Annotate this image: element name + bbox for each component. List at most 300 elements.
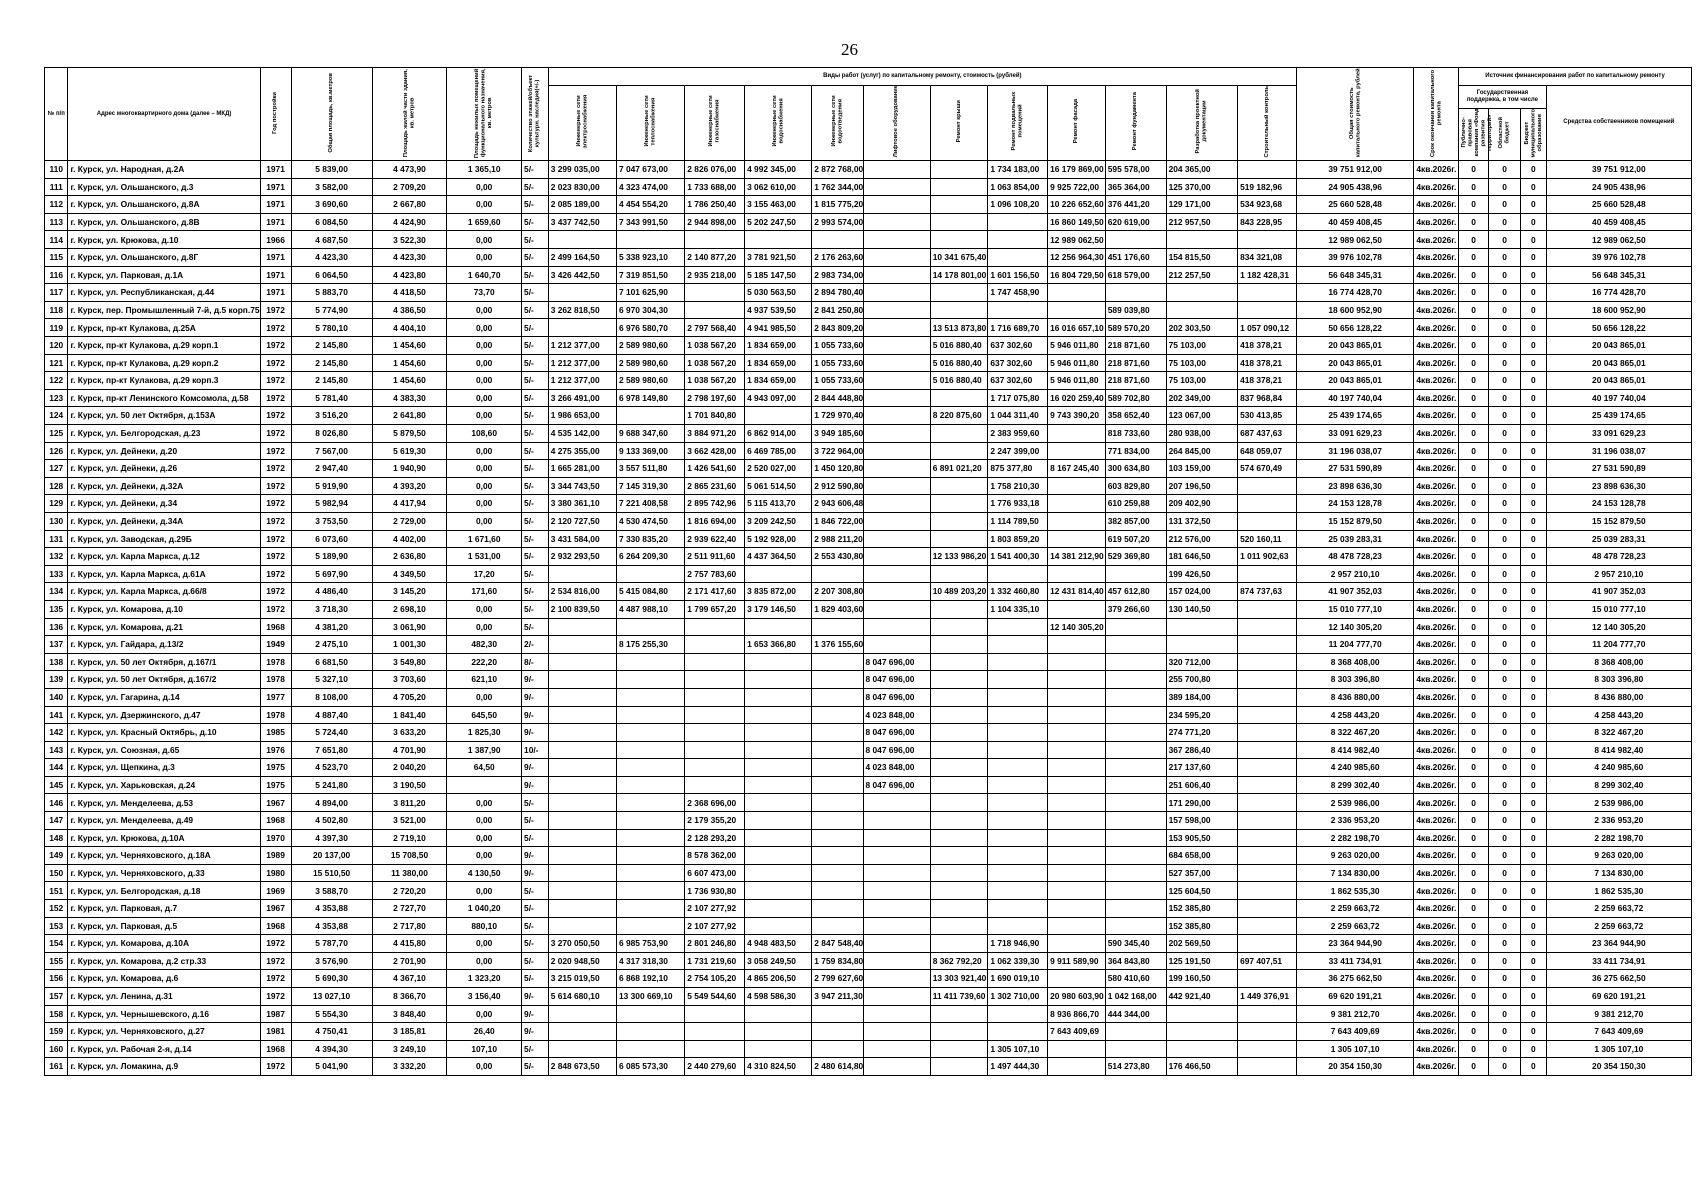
row-total-area: 5 241,80 bbox=[291, 776, 372, 794]
row-living-area: 4 386,50 bbox=[372, 301, 447, 319]
row-work-cost: 212 576,00 bbox=[1166, 530, 1238, 548]
row-work-cost: 157 598,00 bbox=[1166, 812, 1238, 830]
row-work-cost: 2 100 839,50 bbox=[548, 600, 616, 618]
row-work-cost bbox=[812, 776, 863, 794]
row-work-cost: 2 939 622,40 bbox=[685, 530, 745, 548]
row-work-cost bbox=[685, 231, 745, 249]
row-work-cost bbox=[1166, 231, 1238, 249]
row-total-area: 5 041,90 bbox=[291, 1058, 372, 1076]
row-work-cost bbox=[1048, 970, 1106, 988]
row-total-area: 5 690,30 bbox=[291, 970, 372, 988]
table-row bbox=[45, 671, 1692, 689]
table-row bbox=[45, 636, 1692, 654]
row-year: 1972 bbox=[260, 425, 291, 443]
row-total-area: 5 781,40 bbox=[291, 389, 372, 407]
row-nonliving-area: 1 323,20 bbox=[447, 970, 522, 988]
row-living-area: 4 423,30 bbox=[372, 249, 447, 267]
row-living-area: 4 418,50 bbox=[372, 284, 447, 302]
row-fund: 0 bbox=[1459, 952, 1489, 970]
row-year: 1978 bbox=[260, 706, 291, 724]
row-work-cost bbox=[548, 1040, 616, 1058]
row-address: г. Курск, ул. Комарова, д.21 bbox=[68, 618, 260, 636]
row-work-cost bbox=[812, 829, 863, 847]
row-municipal: 0 bbox=[1521, 970, 1547, 988]
row-total-cost: 27 531 590,89 bbox=[1296, 460, 1413, 478]
row-work-cost: 4 454 554,20 bbox=[617, 196, 685, 214]
row-work-cost bbox=[1238, 829, 1297, 847]
row-total-area: 4 381,20 bbox=[291, 618, 372, 636]
row-year: 1972 bbox=[260, 583, 291, 601]
row-total-area: 5 724,40 bbox=[291, 724, 372, 742]
row-work-cost: 152 385,80 bbox=[1166, 900, 1238, 918]
row-term: 4кв.2026г. bbox=[1414, 1005, 1459, 1023]
row-work-cost bbox=[745, 741, 812, 759]
row-total-area: 4 750,41 bbox=[291, 1023, 372, 1041]
row-year: 1968 bbox=[260, 618, 291, 636]
row-total-cost: 25 439 174,65 bbox=[1296, 407, 1413, 425]
row-work-cost: 697 407,51 bbox=[1238, 952, 1297, 970]
row-work-cost bbox=[930, 1005, 988, 1023]
row-work-cost bbox=[930, 688, 988, 706]
row-work-cost: 5 946 011,80 bbox=[1048, 337, 1106, 355]
table-row bbox=[45, 653, 1692, 671]
row-regional: 0 bbox=[1489, 495, 1521, 513]
row-work-cost bbox=[812, 565, 863, 583]
row-work-cost bbox=[617, 882, 685, 900]
row-work-cost: 514 273,80 bbox=[1105, 1058, 1166, 1076]
row-work-cost bbox=[548, 284, 616, 302]
row-owners: 39 976 102,78 bbox=[1546, 249, 1691, 267]
row-work-cost: 580 410,60 bbox=[1105, 970, 1166, 988]
row-owners: 31 196 038,07 bbox=[1546, 442, 1691, 460]
col-floors: Количество этажей/объект культурн. наследия(+/-) bbox=[522, 68, 549, 161]
row-work-cost bbox=[617, 829, 685, 847]
table-row bbox=[45, 495, 1692, 513]
row-work-cost bbox=[617, 794, 685, 812]
row-number: 140 bbox=[45, 688, 68, 706]
row-work-cost bbox=[812, 794, 863, 812]
row-fund: 0 bbox=[1459, 477, 1489, 495]
row-work-cost: 8 047 696,00 bbox=[863, 776, 930, 794]
row-owners: 20 354 150,30 bbox=[1546, 1058, 1691, 1076]
row-work-cost bbox=[1238, 1005, 1297, 1023]
row-fund: 0 bbox=[1459, 213, 1489, 231]
row-municipal: 0 bbox=[1521, 425, 1547, 443]
row-regional: 0 bbox=[1489, 548, 1521, 566]
row-municipal: 0 bbox=[1521, 900, 1547, 918]
row-work-cost bbox=[617, 847, 685, 865]
row-work-cost: 2 085 189,00 bbox=[548, 196, 616, 214]
row-address: г. Курск, ул. Дейнеки, д.26 bbox=[68, 460, 260, 478]
row-term: 4кв.2026г. bbox=[1414, 706, 1459, 724]
row-term: 4кв.2026г. bbox=[1414, 407, 1459, 425]
row-work-cost bbox=[988, 636, 1048, 654]
row-work-cost: 648 059,07 bbox=[1238, 442, 1297, 460]
row-living-area: 4 367,10 bbox=[372, 970, 447, 988]
row-work-cost bbox=[863, 565, 930, 583]
row-work-cost: 610 259,88 bbox=[1105, 495, 1166, 513]
row-work-cost: 818 733,60 bbox=[1105, 425, 1166, 443]
row-work-cost bbox=[863, 548, 930, 566]
row-work-cost: 4 487 988,10 bbox=[617, 600, 685, 618]
row-term: 4кв.2026г. bbox=[1414, 829, 1459, 847]
row-work-cost: 1 497 444,30 bbox=[988, 1058, 1048, 1076]
row-work-cost bbox=[863, 812, 930, 830]
row-work-cost: 1 055 733,60 bbox=[812, 337, 863, 355]
row-fund: 0 bbox=[1459, 442, 1489, 460]
table-row bbox=[45, 548, 1692, 566]
row-work-cost bbox=[1238, 1040, 1297, 1058]
row-address: г. Курск, пр-кт Кулакова, д.25А bbox=[68, 319, 260, 337]
row-work-cost bbox=[745, 231, 812, 249]
row-work-cost: 4 943 097,00 bbox=[745, 389, 812, 407]
row-work-cost: 520 160,11 bbox=[1238, 530, 1297, 548]
row-work-cost: 529 369,80 bbox=[1105, 548, 1166, 566]
row-work-cost bbox=[863, 178, 930, 196]
row-fund: 0 bbox=[1459, 864, 1489, 882]
row-work-cost: 3 344 743,50 bbox=[548, 477, 616, 495]
row-work-cost: 204 365,00 bbox=[1166, 161, 1238, 179]
row-owners: 20 043 865,01 bbox=[1546, 372, 1691, 390]
table-row bbox=[45, 688, 1692, 706]
row-work-cost: 5 016 880,40 bbox=[930, 337, 988, 355]
row-work-cost: 1 716 689,70 bbox=[988, 319, 1048, 337]
row-owners: 8 299 302,40 bbox=[1546, 776, 1691, 794]
row-work-cost bbox=[1048, 653, 1106, 671]
row-work-cost: 4 023 848,00 bbox=[863, 706, 930, 724]
row-work-cost: 1 044 311,40 bbox=[988, 407, 1048, 425]
row-number: 125 bbox=[45, 425, 68, 443]
row-work-cost bbox=[812, 847, 863, 865]
row-work-cost bbox=[548, 1023, 616, 1041]
row-number: 160 bbox=[45, 1040, 68, 1058]
table-row bbox=[45, 530, 1692, 548]
row-work-cost: 152 385,80 bbox=[1166, 917, 1238, 935]
row-fund: 0 bbox=[1459, 161, 1489, 179]
row-address: г. Курск, ул. Красный Октябрь, д.10 bbox=[68, 724, 260, 742]
row-number: 131 bbox=[45, 530, 68, 548]
row-work-cost: 212 257,50 bbox=[1166, 266, 1238, 284]
row-work-cost bbox=[1166, 301, 1238, 319]
row-work-cost: 1 302 710,00 bbox=[988, 988, 1048, 1006]
row-address: г. Курск, ул. Ольшанского, д.8В bbox=[68, 213, 260, 231]
row-nonliving-area: 0,00 bbox=[447, 301, 522, 319]
row-regional: 0 bbox=[1489, 864, 1521, 882]
row-work-cost: 1 055 733,60 bbox=[812, 354, 863, 372]
row-living-area: 3 521,00 bbox=[372, 812, 447, 830]
row-work-cost: 5 614 680,10 bbox=[548, 988, 616, 1006]
table-row bbox=[45, 477, 1692, 495]
row-floors: 9/- bbox=[522, 724, 549, 742]
row-regional: 0 bbox=[1489, 741, 1521, 759]
row-work-cost bbox=[988, 847, 1048, 865]
row-work-cost bbox=[988, 724, 1048, 742]
row-work-cost: 1 114 789,50 bbox=[988, 512, 1048, 530]
row-total-area: 6 073,60 bbox=[291, 530, 372, 548]
row-address: г. Курск, ул. Харьковская, д.24 bbox=[68, 776, 260, 794]
row-total-area: 4 687,50 bbox=[291, 231, 372, 249]
row-total-area: 5 697,90 bbox=[291, 565, 372, 583]
col-total-area: Общая площадь, кв.метров bbox=[291, 68, 372, 161]
row-total-cost: 48 478 728,23 bbox=[1296, 548, 1413, 566]
row-work-cost bbox=[1238, 284, 1297, 302]
row-total-area: 4 353,88 bbox=[291, 900, 372, 918]
row-floors: 5/- bbox=[522, 301, 549, 319]
row-work-cost bbox=[812, 706, 863, 724]
row-municipal: 0 bbox=[1521, 319, 1547, 337]
row-term: 4кв.2026г. bbox=[1414, 671, 1459, 689]
row-work-cost: 2 120 727,50 bbox=[548, 512, 616, 530]
row-work-cost bbox=[863, 882, 930, 900]
row-work-cost: 1 182 428,31 bbox=[1238, 266, 1297, 284]
row-work-cost bbox=[1048, 1058, 1106, 1076]
row-address: г. Курск, ул. Щепкина, д.3 bbox=[68, 759, 260, 777]
row-living-area: 3 249,10 bbox=[372, 1040, 447, 1058]
row-address: г. Курск, ул. 50 лет Октября, д.167/2 bbox=[68, 671, 260, 689]
row-nonliving-area bbox=[447, 776, 522, 794]
table-row bbox=[45, 724, 1692, 742]
row-owners: 2 259 663,72 bbox=[1546, 900, 1691, 918]
row-nonliving-area: 0,00 bbox=[447, 460, 522, 478]
row-living-area: 2 641,80 bbox=[372, 407, 447, 425]
row-floors: 5/- bbox=[522, 337, 549, 355]
row-work-cost bbox=[812, 653, 863, 671]
row-address: г. Курск, ул. Союзная, д.65 bbox=[68, 741, 260, 759]
row-year: 1971 bbox=[260, 161, 291, 179]
row-term: 4кв.2026г. bbox=[1414, 618, 1459, 636]
row-fund: 0 bbox=[1459, 407, 1489, 425]
row-municipal: 0 bbox=[1521, 354, 1547, 372]
row-owners: 7 643 409,69 bbox=[1546, 1023, 1691, 1041]
row-regional: 0 bbox=[1489, 565, 1521, 583]
row-work-cost: 2 757 783,60 bbox=[685, 565, 745, 583]
row-work-cost bbox=[863, 970, 930, 988]
row-work-cost bbox=[863, 1023, 930, 1041]
row-work-cost: 418 378,21 bbox=[1238, 372, 1297, 390]
row-owners: 20 043 865,01 bbox=[1546, 354, 1691, 372]
row-floors: 5/- bbox=[522, 618, 549, 636]
row-year: 1969 bbox=[260, 882, 291, 900]
row-work-cost bbox=[1048, 442, 1106, 460]
row-year: 1972 bbox=[260, 460, 291, 478]
row-year: 1972 bbox=[260, 442, 291, 460]
row-total-area: 20 137,00 bbox=[291, 847, 372, 865]
row-year: 1971 bbox=[260, 266, 291, 284]
row-regional: 0 bbox=[1489, 337, 1521, 355]
row-municipal: 0 bbox=[1521, 213, 1547, 231]
row-address: г. Курск, ул. Черняховского, д.18А bbox=[68, 847, 260, 865]
row-work-cost: 1 834 659,00 bbox=[745, 372, 812, 390]
row-term: 4кв.2026г. bbox=[1414, 1040, 1459, 1058]
col-term: Срок окончания капитального ремонта bbox=[1414, 68, 1459, 161]
row-work-cost bbox=[930, 1058, 988, 1076]
row-address: г. Курск, ул. Крюкова, д.10 bbox=[68, 231, 260, 249]
row-living-area: 3 549,80 bbox=[372, 653, 447, 671]
row-work-cost: 603 829,80 bbox=[1105, 477, 1166, 495]
row-total-area: 5 780,10 bbox=[291, 319, 372, 337]
row-regional: 0 bbox=[1489, 425, 1521, 443]
row-work-cost bbox=[1238, 759, 1297, 777]
row-owners: 40 197 740,04 bbox=[1546, 389, 1691, 407]
row-total-area: 15 510,50 bbox=[291, 864, 372, 882]
row-work-cost: 637 302,60 bbox=[988, 354, 1048, 372]
row-address: г. Курск, ул. Ольшанского, д.3 bbox=[68, 178, 260, 196]
row-work-cost bbox=[988, 231, 1048, 249]
row-owners: 15 010 777,10 bbox=[1546, 600, 1691, 618]
row-work-cost bbox=[745, 759, 812, 777]
row-work-cost: 207 196,50 bbox=[1166, 477, 1238, 495]
row-address: г. Курск, ул. Черняховского, д.27 bbox=[68, 1023, 260, 1041]
row-work-cost bbox=[548, 231, 616, 249]
row-term: 4кв.2026г. bbox=[1414, 178, 1459, 196]
row-work-cost: 637 302,60 bbox=[988, 372, 1048, 390]
row-municipal: 0 bbox=[1521, 952, 1547, 970]
row-fund: 0 bbox=[1459, 284, 1489, 302]
row-nonliving-area: 0,00 bbox=[447, 477, 522, 495]
row-term: 4кв.2026г. bbox=[1414, 354, 1459, 372]
row-work-cost: 103 159,00 bbox=[1166, 460, 1238, 478]
row-nonliving-area: 1 040,20 bbox=[447, 900, 522, 918]
row-work-cost bbox=[988, 213, 1048, 231]
row-number: 134 bbox=[45, 583, 68, 601]
row-work-cost bbox=[745, 829, 812, 847]
row-work-cost: 589 039,80 bbox=[1105, 301, 1166, 319]
row-regional: 0 bbox=[1489, 900, 1521, 918]
row-work-cost bbox=[988, 706, 1048, 724]
row-municipal: 0 bbox=[1521, 882, 1547, 900]
row-work-cost: 5 016 880,40 bbox=[930, 372, 988, 390]
row-work-cost bbox=[685, 706, 745, 724]
table-row bbox=[45, 794, 1692, 812]
row-work-cost: 6 868 192,10 bbox=[617, 970, 685, 988]
row-work-cost: 2 943 606,48 bbox=[812, 495, 863, 513]
row-work-cost: 382 857,00 bbox=[1105, 512, 1166, 530]
row-work-cost bbox=[863, 213, 930, 231]
row-floors: 5/- bbox=[522, 1058, 549, 1076]
row-work-cost: 589 570,20 bbox=[1105, 319, 1166, 337]
row-municipal: 0 bbox=[1521, 196, 1547, 214]
row-work-cost: 2 520 027,00 bbox=[745, 460, 812, 478]
row-regional: 0 bbox=[1489, 636, 1521, 654]
row-living-area: 2 717,80 bbox=[372, 917, 447, 935]
row-work-cost bbox=[1238, 600, 1297, 618]
table-body bbox=[45, 161, 1692, 1076]
row-regional: 0 bbox=[1489, 583, 1521, 601]
row-work-cost: 5 030 563,50 bbox=[745, 284, 812, 302]
row-term: 4кв.2026г. bbox=[1414, 460, 1459, 478]
col-work-elevator: Лифтовое оборудование bbox=[863, 85, 930, 161]
row-work-cost bbox=[1105, 1023, 1166, 1041]
row-owners: 39 751 912,00 bbox=[1546, 161, 1691, 179]
row-work-cost bbox=[930, 284, 988, 302]
row-work-cost bbox=[1105, 864, 1166, 882]
row-number: 132 bbox=[45, 548, 68, 566]
row-owners: 18 600 952,90 bbox=[1546, 301, 1691, 319]
row-work-cost bbox=[617, 900, 685, 918]
row-owners: 12 989 062,50 bbox=[1546, 231, 1691, 249]
row-work-cost: 2 589 980,60 bbox=[617, 372, 685, 390]
row-work-cost: 1 042 168,00 bbox=[1105, 988, 1166, 1006]
col-work-control: Строительный контроль bbox=[1238, 85, 1297, 161]
row-work-cost bbox=[863, 196, 930, 214]
row-year: 1971 bbox=[260, 213, 291, 231]
col-work-foundation: Ремонт фундамента bbox=[1105, 85, 1166, 161]
row-municipal: 0 bbox=[1521, 741, 1547, 759]
row-term: 4кв.2026г. bbox=[1414, 284, 1459, 302]
row-floors: 8/- bbox=[522, 653, 549, 671]
col-work-basement: Ремонт подвальных помещений bbox=[988, 85, 1048, 161]
row-nonliving-area: 26,40 bbox=[447, 1023, 522, 1041]
row-total-cost: 1 305 107,10 bbox=[1296, 1040, 1413, 1058]
row-living-area: 3 332,20 bbox=[372, 1058, 447, 1076]
row-nonliving-area: 0,00 bbox=[447, 688, 522, 706]
row-municipal: 0 bbox=[1521, 407, 1547, 425]
row-work-cost bbox=[930, 812, 988, 830]
row-fund: 0 bbox=[1459, 1058, 1489, 1076]
row-regional: 0 bbox=[1489, 196, 1521, 214]
row-floors: 5/- bbox=[522, 231, 549, 249]
row-work-cost bbox=[1238, 512, 1297, 530]
row-work-cost: 364 843,80 bbox=[1105, 952, 1166, 970]
row-regional: 0 bbox=[1489, 776, 1521, 794]
row-work-cost: 5 202 247,50 bbox=[745, 213, 812, 231]
table-row bbox=[45, 319, 1692, 337]
row-living-area: 11 380,00 bbox=[372, 864, 447, 882]
row-fund: 0 bbox=[1459, 794, 1489, 812]
row-year: 1972 bbox=[260, 319, 291, 337]
row-work-cost bbox=[617, 706, 685, 724]
row-municipal: 0 bbox=[1521, 495, 1547, 513]
row-work-cost: 1 212 377,00 bbox=[548, 372, 616, 390]
row-year: 1972 bbox=[260, 548, 291, 566]
row-work-cost bbox=[930, 653, 988, 671]
row-regional: 0 bbox=[1489, 724, 1521, 742]
row-work-cost: 8 936 866,70 bbox=[1048, 1005, 1106, 1023]
row-year: 1972 bbox=[260, 495, 291, 513]
row-total-cost: 23 364 944,90 bbox=[1296, 935, 1413, 953]
row-municipal: 0 bbox=[1521, 565, 1547, 583]
row-work-cost: 365 364,00 bbox=[1105, 178, 1166, 196]
row-regional: 0 bbox=[1489, 970, 1521, 988]
row-work-cost bbox=[745, 776, 812, 794]
row-address: г. Курск, ул. Ломакина, д.9 bbox=[68, 1058, 260, 1076]
row-fund: 0 bbox=[1459, 847, 1489, 865]
row-work-cost: 1 541 400,30 bbox=[988, 548, 1048, 566]
row-work-cost bbox=[1166, 1023, 1238, 1041]
row-floors: 5/- bbox=[522, 512, 549, 530]
row-work-cost: 1 816 694,00 bbox=[685, 512, 745, 530]
row-total-cost: 24 153 128,78 bbox=[1296, 495, 1413, 513]
row-regional: 0 bbox=[1489, 618, 1521, 636]
row-nonliving-area: 0,00 bbox=[447, 1005, 522, 1023]
row-total-area: 4 353,88 bbox=[291, 917, 372, 935]
row-work-cost: 8 362 792,20 bbox=[930, 952, 988, 970]
row-work-cost bbox=[930, 301, 988, 319]
row-owners: 1 862 535,30 bbox=[1546, 882, 1691, 900]
row-year: 1972 bbox=[260, 389, 291, 407]
row-work-cost: 16 860 149,50 bbox=[1048, 213, 1106, 231]
row-work-cost: 2 368 696,00 bbox=[685, 794, 745, 812]
table-row bbox=[45, 600, 1692, 618]
row-address: г. Курск, ул. 50 лет Октября, д.167/1 bbox=[68, 653, 260, 671]
row-work-cost bbox=[617, 1040, 685, 1058]
row-work-cost: 123 067,00 bbox=[1166, 407, 1238, 425]
row-fund: 0 bbox=[1459, 812, 1489, 830]
row-work-cost: 7 330 835,20 bbox=[617, 530, 685, 548]
row-nonliving-area: 0,00 bbox=[447, 495, 522, 513]
row-number: 116 bbox=[45, 266, 68, 284]
row-work-cost bbox=[617, 653, 685, 671]
